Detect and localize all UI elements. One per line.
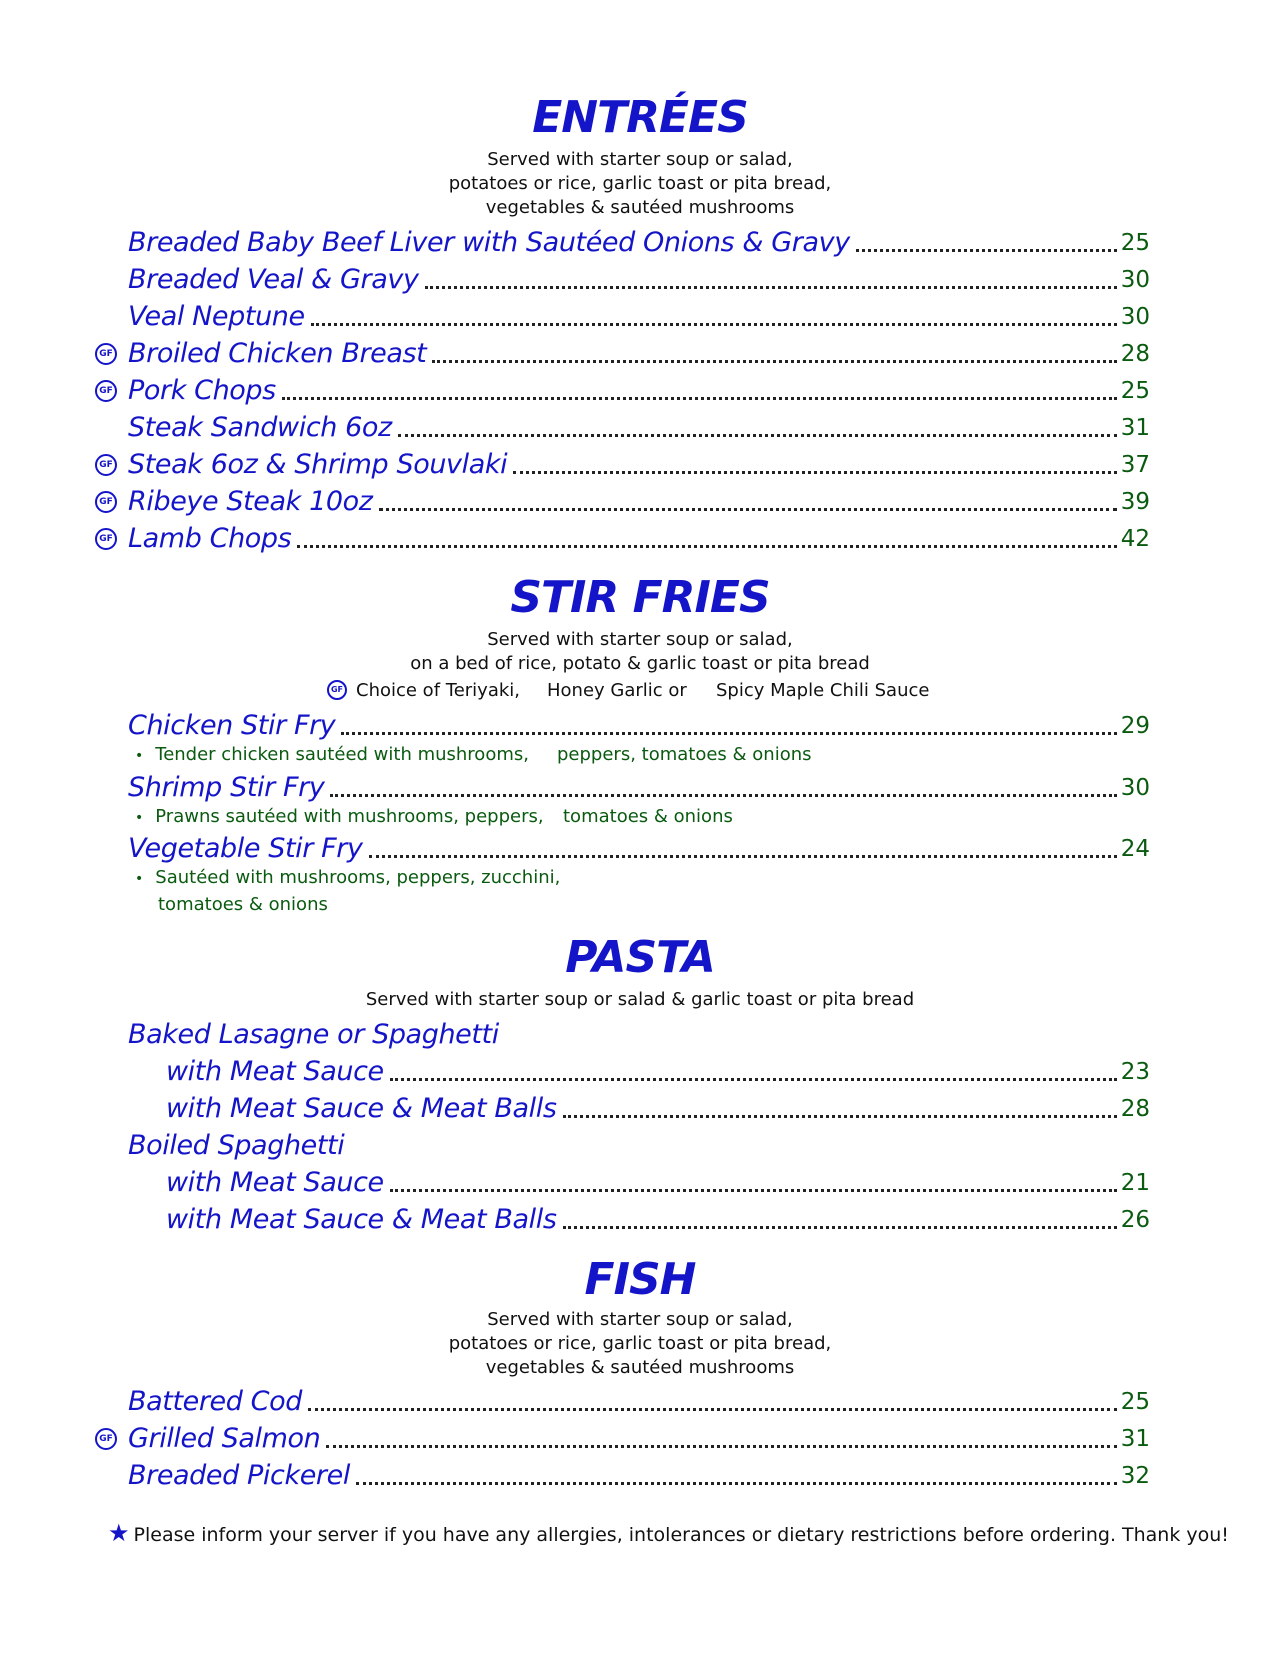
- item-price: 25: [1120, 230, 1150, 256]
- item-price: 37: [1120, 452, 1150, 478]
- dot-leader: [856, 249, 1117, 252]
- dot-leader: [297, 545, 1116, 548]
- dot-leader: [398, 434, 1117, 437]
- stir-fries-title: STIR FRIES: [510, 572, 770, 623]
- gluten-free-icon: GF: [95, 491, 117, 513]
- item-name: Breaded Baby Beef Liver with Sautéed Onions & Gravy: [128, 227, 850, 258]
- item-price: 31: [1120, 415, 1150, 441]
- item-name: Steak 6oz & Shrimp Souvlaki: [128, 449, 508, 480]
- menu-item: [128, 708, 1150, 744]
- gluten-free-icon: GF: [95, 380, 117, 402]
- dot-leader: [563, 1226, 1117, 1229]
- menu-item: [128, 225, 1150, 261]
- item-name: Vegetable Stir Fry: [128, 833, 363, 864]
- entrees-subtitle: Served with starter soup or salad, potatoes or rice, garlic toast or pita bread, vegetables & sautéed mushrooms: [448, 149, 832, 218]
- dot-leader: [341, 732, 1116, 735]
- item-name: with Meat Sauce: [166, 1167, 384, 1198]
- item-description: • Tender chicken sautéed with mushrooms, peppers, tomatoes & onions: [135, 744, 812, 765]
- star-icon: ★: [108, 1519, 130, 1547]
- item-description: • Sautéed with mushrooms, peppers, zucchini, tomatoes & onions: [135, 867, 561, 915]
- item-name: Battered Cod: [128, 1386, 302, 1417]
- item-name: with Meat Sauce: [166, 1056, 384, 1087]
- menu-item: [128, 410, 1150, 446]
- sauce-teriyaki: Choice of Teriyaki,: [356, 680, 520, 701]
- stir-fries-subtitle: Served with starter soup or salad, on a bed of rice, potato & garlic toast or pita bread: [410, 629, 870, 674]
- item-price: 21: [1120, 1170, 1150, 1196]
- sauce-choice: [0, 678, 1280, 706]
- dot-leader: [308, 1408, 1117, 1411]
- item-name: Breaded Veal & Gravy: [128, 264, 419, 295]
- dot-leader: [563, 1115, 1117, 1118]
- item-name: Steak Sandwich 6oz: [128, 412, 392, 443]
- gluten-free-icon: GF: [95, 1428, 117, 1450]
- gluten-free-icon: GF: [95, 454, 117, 476]
- dot-leader: [425, 286, 1117, 289]
- item-price: 26: [1120, 1207, 1150, 1233]
- item-name: with Meat Sauce & Meat Balls: [166, 1204, 557, 1235]
- sauce-spicy-maple: Spicy Maple Chili Sauce: [716, 680, 930, 701]
- item-price: 23: [1120, 1059, 1150, 1085]
- menu-item: [166, 1091, 1150, 1127]
- dot-leader: [513, 471, 1117, 474]
- gluten-free-icon: GF: [95, 528, 117, 550]
- item-price: 25: [1120, 1389, 1150, 1415]
- item-name: Veal Neptune: [128, 301, 305, 332]
- entrees-title: ENTRÉES: [532, 92, 748, 143]
- item-name: Grilled Salmon: [128, 1423, 321, 1454]
- menu-item: [128, 447, 1150, 483]
- item-name: Shrimp Stir Fry: [128, 772, 325, 803]
- menu-item: [166, 1165, 1150, 1201]
- gluten-free-icon: GF: [327, 680, 347, 700]
- item-name: Chicken Stir Fry: [128, 710, 336, 741]
- menu-item: [166, 1054, 1150, 1090]
- dot-leader: [356, 1482, 1117, 1485]
- item-name: Breaded Pickerel: [128, 1460, 350, 1491]
- item-price: 32: [1120, 1463, 1150, 1489]
- pasta-group-heading: Boiled Spaghetti: [128, 1130, 345, 1161]
- menu-item: [128, 521, 1150, 557]
- menu-item: [128, 1458, 1150, 1494]
- fish-title: FISH: [584, 1254, 696, 1305]
- dot-leader: [330, 794, 1116, 797]
- menu-item: [128, 299, 1150, 335]
- item-price: 30: [1120, 267, 1150, 293]
- item-price: 29: [1120, 713, 1150, 739]
- menu-item: [128, 1421, 1150, 1457]
- item-name: Pork Chops: [128, 375, 276, 406]
- item-price: 25: [1120, 378, 1150, 404]
- menu-item: [128, 336, 1150, 372]
- pasta-title: PASTA: [565, 932, 715, 983]
- item-price: 31: [1120, 1426, 1150, 1452]
- item-price: 30: [1120, 775, 1150, 801]
- menu-item: [128, 373, 1150, 409]
- menu-item: [128, 831, 1150, 867]
- pasta-group-heading: Baked Lasagne or Spaghetti: [128, 1019, 499, 1050]
- allergy-notice-text: Please inform your server if you have any allergies, intolerances or dietary restrictions before ordering. Thank you!: [133, 1524, 1229, 1546]
- item-price: 28: [1120, 341, 1150, 367]
- item-price: 30: [1120, 304, 1150, 330]
- item-name: with Meat Sauce & Meat Balls: [166, 1093, 557, 1124]
- sauce-honey-garlic: Honey Garlic or: [547, 680, 687, 701]
- gluten-free-icon: GF: [95, 343, 117, 365]
- item-name: Broiled Chicken Breast: [128, 338, 427, 369]
- item-description: • Prawns sautéed with mushrooms, peppers, tomatoes & onions: [135, 806, 733, 827]
- item-price: 42: [1120, 526, 1150, 552]
- dot-leader: [390, 1189, 1117, 1192]
- item-name: Lamb Chops: [128, 523, 292, 554]
- pasta-subtitle: Served with starter soup or salad & garlic toast or pita bread: [365, 989, 915, 1010]
- dot-leader: [390, 1078, 1117, 1081]
- dot-leader: [432, 360, 1116, 363]
- item-price: 24: [1120, 836, 1150, 862]
- menu-item: [128, 770, 1150, 806]
- item-price: 28: [1120, 1096, 1150, 1122]
- allergy-notice: [108, 1518, 1229, 1548]
- menu-item: [166, 1202, 1150, 1238]
- dot-leader: [282, 397, 1117, 400]
- dot-leader: [369, 855, 1117, 858]
- menu-item: [128, 1384, 1150, 1420]
- dot-leader: [326, 1445, 1116, 1448]
- menu-item: [128, 484, 1150, 520]
- fish-subtitle: Served with starter soup or salad, potatoes or rice, garlic toast or pita bread, vegetables & sautéed mushrooms: [448, 1309, 832, 1378]
- item-price: 39: [1120, 489, 1150, 515]
- menu-item: [128, 262, 1150, 298]
- item-name: Ribeye Steak 10oz: [128, 486, 373, 517]
- dot-leader: [379, 508, 1117, 511]
- dot-leader: [311, 323, 1117, 326]
